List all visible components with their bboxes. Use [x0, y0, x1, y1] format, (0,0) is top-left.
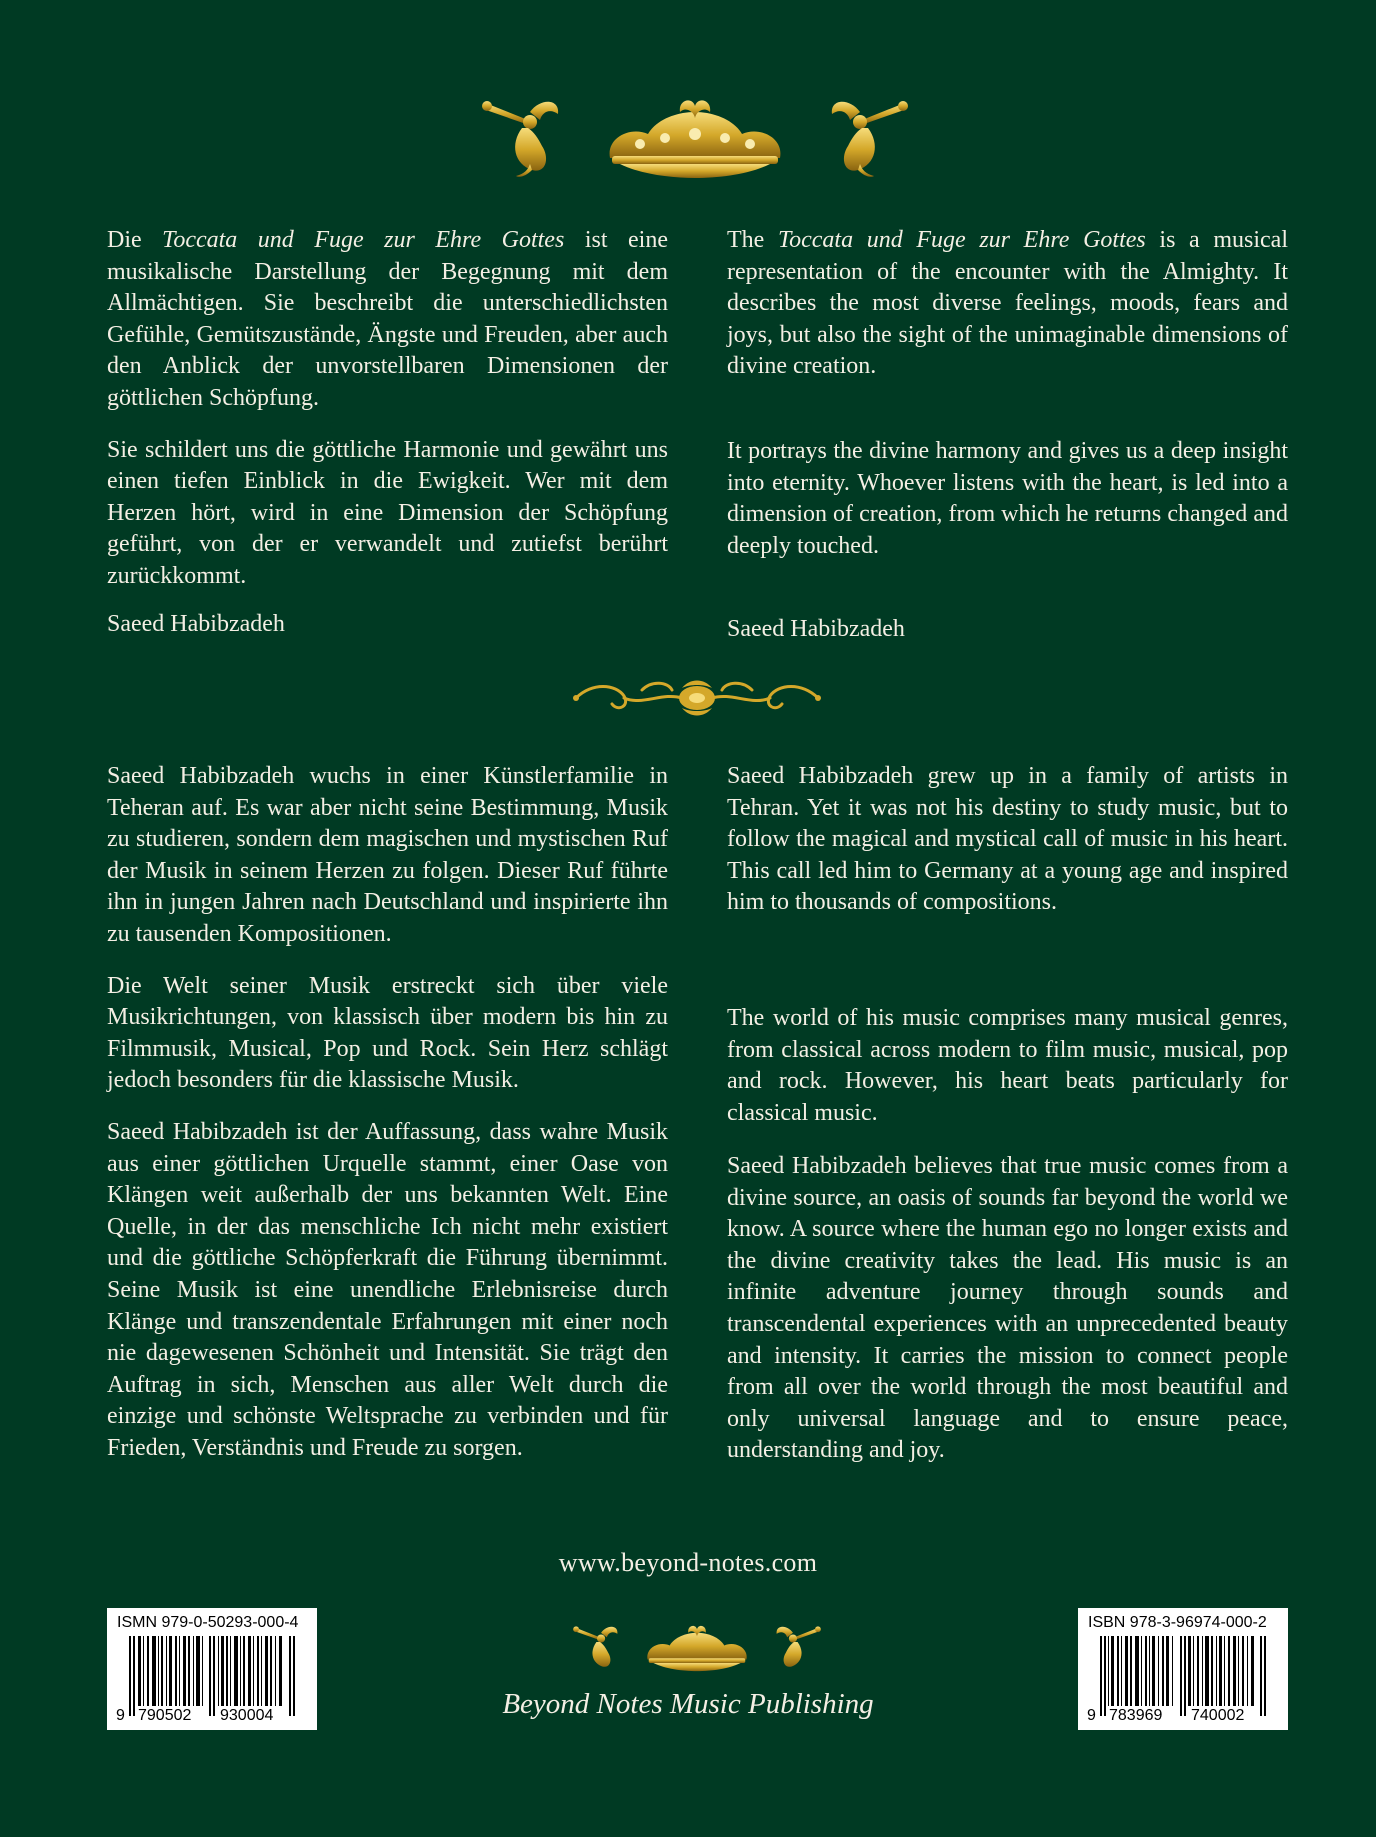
website-url[interactable]: www.beyond-notes.com	[558, 1548, 818, 1577]
intro-english-column	[727, 225, 1288, 383]
trumpet-angel-left-icon	[482, 101, 558, 177]
isbn-barcode	[1078, 1608, 1288, 1730]
isbn-label: ISBN 978-3-96974-000-2	[1088, 1614, 1267, 1631]
ismn-digits-left: 790502	[138, 1707, 192, 1724]
bio-german-paragraph-1: Saeed Habibzadeh wuchs in einer Künstlerfamilie in Teheran auf. Es war aber nicht seine Bestimmung, Musik zu studieren, sondern dem magischen und mystischen Ruf der Musik in seinem Herzen zu folgen. Dieser Ruf führte ihn in jungen Jahren nach Deutschland und inspirierte ihn zu tausenden Kompositionen.	[107, 763, 668, 947]
bio-english-paragraph-2: The world of his music comprises many musical genres, from classical across modern to film music, musical, pop and rock. However, his heart beats particularly for classical music.	[727, 1005, 1288, 1126]
bio-english-paragraph-1: Saeed Habibzadeh grew up in a family of artists in Tehran. Yet it was not his destiny to study music, but to follow the magical and mystical call of music in his heart. This call led him to Germany at a young age and inspired him to thousands of compositions.	[727, 763, 1288, 916]
ismn-digits-right: 930004	[220, 1707, 274, 1724]
work-title: Toccata und Fuge zur Ehre Gottes	[777, 227, 1146, 253]
intro-german-paragraph-2: Sie schildert uns die göttliche Harmonie und gewährt uns einen tiefen Einblick in die Ewigkeit. Wer mit dem Herzen hört, wird in eine Dimension der Schöpfung geführt, von der er verwandelt und zutiefst berührt zurückkommt.	[107, 436, 668, 589]
isbn-digit-lead: 9	[1087, 1707, 1096, 1724]
intro-german-paragraph-1: Die Toccata und Fuge zur Ehre Gottes ist eine musikalische Darstellung der Begegnung mit dem Allmächtigen. Sie beschreibt die unterschiedlichsten Gefühle, Gemütszustände, Ängste und Freuden, aber auch den Anblick der unvorstellbaren Dimensionen der göttlichen Schöpfung.	[107, 227, 668, 411]
scroll-divider-ornament	[572, 676, 822, 718]
trumpet-angel-right-icon	[832, 101, 908, 177]
work-title: Toccata und Fuge zur Ehre Gottes	[162, 227, 565, 253]
bio-german-column	[107, 761, 668, 1464]
bio-german-paragraph-2: Die Welt seiner Musik erstreckt sich über viele Musikrichtungen, von klassisch über modern bis hin zu Filmmusik, Musical, Pop und Rock. Sein Herz schlägt jedoch besonders für die klassische Musik.	[107, 972, 668, 1094]
signature-english: Saeed Habibzadeh	[727, 616, 905, 642]
isbn-digits-left: 783969	[1109, 1707, 1163, 1724]
publisher-name: Beyond Notes Music Publishing	[502, 1688, 874, 1720]
angels-crown-ornament-top	[480, 98, 910, 182]
ismn-label: ISMN 979-0-50293-000-4	[117, 1614, 299, 1631]
angels-crown-ornament-bottom	[572, 1624, 822, 1674]
signature-german: Saeed Habibzadeh	[107, 610, 285, 637]
barcode-bars-icon	[1100, 1636, 1268, 1716]
bio-german-paragraph-3: Saeed Habibzadeh ist der Auffassung, dass wahre Musik aus einer göttlichen Urquelle stammt, einer Oase von Klängen weit außerhalb der uns bekannten Welt. Eine Quelle, in der das menschliche Ich nicht mehr existiert und die göttliche Schöpferkraft die Führung übernimmt. Seine Musik ist eine unendliche Erlebnisreise durch Klänge und transzendentale Erfahrungen mit einer noch nie dagewesenen Schönheit und Intensität. Sie trägt den Auftrag in sich, Menschen aus aller Welt durch die einzige und schönste Weltsprache zu verbinden und für Frieden, Verständnis und Freude zu sorgen.	[107, 1118, 668, 1461]
crown-icon	[610, 100, 781, 178]
bio-english-paragraph-3: Saeed Habibzadeh believes that true music comes from a divine source, an oasis of sounds far beyond the world we know. A source where the human ego no longer exists and the divine creativity takes the lead. His music is an infinite adventure journey through sounds and transcendental experiences with an unprecedented beauty and intensity. It carries the mission to connect people from all over the world through the most beautiful and only universal language and to ensure peace, understanding and joy.	[727, 1153, 1288, 1464]
intro-english-paragraph-1: The Toccata und Fuge zur Ehre Gottes is a musical representation of the encounter with the Almighty. It describes the most diverse feelings, moods, fears and joys, but also the sight of the unimaginable dimensions of divine creation.	[727, 227, 1289, 380]
isbn-digits-right: 740002	[1191, 1707, 1245, 1724]
intro-german-column	[107, 225, 668, 640]
ismn-digit-lead: 9	[116, 1707, 125, 1724]
intro-english-paragraph-2: It portrays the divine harmony and gives us a deep insight into eternity. Whoever listens with the heart, is led into a dimension of creation, from which he returns changed and deeply touched.	[727, 438, 1288, 559]
